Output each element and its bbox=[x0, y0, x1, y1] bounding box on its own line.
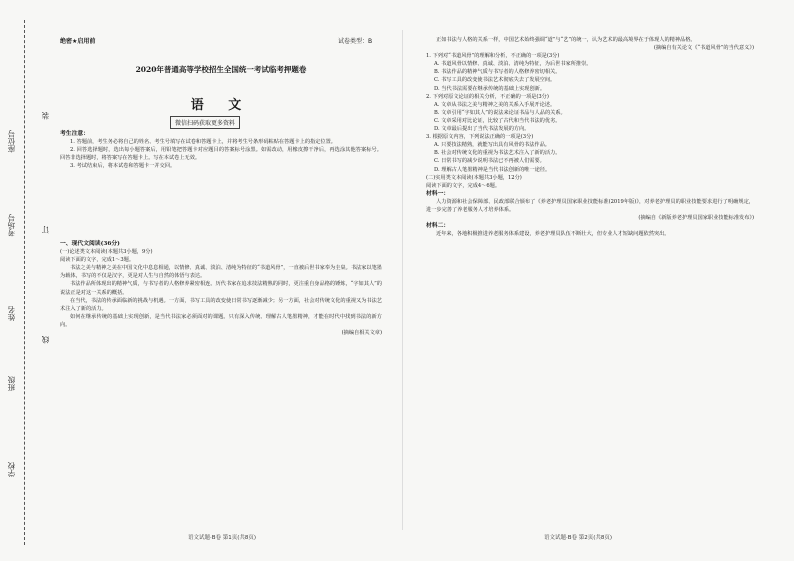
left-column bbox=[60, 240, 382, 337]
exam-title: 2020年普通高等学校招生全国统一考试临考押题卷 bbox=[135, 65, 307, 74]
paper-type-label: 试卷类型：B bbox=[338, 38, 373, 45]
binding-label-school: 学校 bbox=[7, 462, 16, 477]
option-c: C. 书写工具的改变使书法艺术彻底失去了发展空间。 bbox=[434, 77, 556, 84]
notice-item: 2. 回答选择题时，选出每小题答案后，用铅笔把答题卡对应题目的答案标号涂黑。如需改动，用橡皮擦干净后，再选涂其他答案标号。回答非选择题时，将答案写在答题卡上。写在本试卷上无效。 bbox=[60, 147, 382, 161]
notice-item: 1. 答题前，考生务必将自己的姓名、考生号填写在试卷和答题卡上，并将考生号条形码粘贴在答题卡上的指定位置。 bbox=[70, 139, 336, 145]
option-a: A. 文章从书法之美与精神之美的关系入手展开论述。 bbox=[434, 101, 556, 108]
instruction: 阅读下面的文字，完成4～6题。 bbox=[426, 182, 501, 189]
material-text: 近年来，各地积极推进养老服务体系建设，养老护理员队伍不断壮大，但专业人才短缺问题依然突出。 bbox=[436, 231, 670, 238]
option-c: C. 日常书写的减少说明书法已不再被人们需要。 bbox=[434, 158, 545, 165]
question-1: 1. 下列对“书道风骨”的理解和分析，不正确的一项是(3分) bbox=[426, 53, 560, 60]
passage-paragraph: 正如书法与人格的关系一样，中国艺术始终强调“道”与“艺”的统一，认为艺术的最高境界在于体现人的精神品格。 bbox=[436, 37, 696, 43]
binding-label-seat: 座位号 bbox=[7, 130, 16, 153]
binding-mark-zhuang: 装 bbox=[41, 112, 50, 120]
subsection-heading: (一)论述类文本阅读(本题共3小题，9分) bbox=[60, 249, 153, 256]
material-text: 人力资源和社会保障部、民政部联合颁布了《养老护理员国家职业技能标准(2019年版)》，对养老护理员的职业技能要求进行了明确规定，进一步完善了养老服务人才培养体系。 bbox=[426, 198, 754, 213]
material-label: 材料二： bbox=[426, 223, 450, 230]
footer-page-left: 语文试题·B卷 第1页(共8页) bbox=[188, 535, 257, 541]
binding-strip bbox=[0, 0, 50, 561]
option-b: B. 社会对传统文化的重视为书法艺术注入了新的活力。 bbox=[434, 150, 561, 157]
passage-source: (摘编自有关论文《“书道风骨”的当代意义》) bbox=[653, 45, 754, 52]
wechat-stamp: 微信扫码获取更多资料 bbox=[170, 116, 240, 129]
page-divider bbox=[402, 30, 403, 530]
option-d: D. 理解古人笔墨精神是当代书法创新的唯一途径。 bbox=[434, 166, 551, 173]
option-d: D. 当代书法需要在继承传统的基础上实现创新。 bbox=[434, 85, 546, 92]
option-b: B. 文章引用“字如其人”的说法来论证书品与人品的关系。 bbox=[434, 109, 566, 116]
option-c: C. 文章采用对比论证，比较了古代和当代书法的优劣。 bbox=[434, 117, 561, 124]
passage-paragraph: 在当代，书法的传承面临新的挑战与机遇。一方面，书写工具的改变使日常书写逐渐减少；另一方面，社会对传统文化的重视又为书法艺术注入了新的活力。 bbox=[60, 297, 382, 312]
footer-page-right: 语文试题·B卷 第2页(共8页) bbox=[544, 535, 613, 541]
instruction: 阅读下面的文字，完成1～3题。 bbox=[60, 257, 135, 264]
passage-paragraph: 书法作品所体现出的精神气质，与书写者的人格修养紧密相连。历代书家在追求技法精熟的同时，更注重自身品格的锤炼，“字如其人”的说法正是对这一关系的概括。 bbox=[60, 281, 382, 296]
binding-mark-xian: 线 bbox=[41, 336, 50, 344]
binding-label-name: 姓名 bbox=[7, 306, 16, 321]
passage-paragraph: 如何在继承传统的基础上实现创新，是当代书法家必须面对的课题。只有深入传统、理解古人笔墨精神，才能在时代中找到书法的新方向。 bbox=[60, 313, 382, 328]
right-column bbox=[426, 36, 754, 238]
option-d: D. 文章最后提出了当代书法发展的方向。 bbox=[434, 126, 530, 133]
question-3: 3. 根据原文内容，下列说法正确的一项是(3分) bbox=[426, 134, 534, 141]
subject-title: 语 文 bbox=[190, 98, 252, 113]
subsection-heading: (二)实用类文本阅读(本题共3小题，12分) bbox=[426, 174, 522, 181]
notice-item: 3. 考试结束后，将本试卷和答题卡一并交回。 bbox=[70, 163, 176, 169]
binding-cut-line bbox=[24, 20, 25, 545]
material-label: 材料一： bbox=[426, 190, 450, 197]
section-heading: 一、现代文阅读(36分) bbox=[60, 241, 120, 247]
candidate-notice bbox=[60, 130, 382, 170]
option-a: A. 书道风骨以情修、真诚、淡泊、清纯为特征，为后世书家所推崇。 bbox=[434, 61, 592, 68]
option-b: B. 书法作品的精神气质与书写者的人格修养密切相关。 bbox=[434, 69, 561, 76]
question-2: 2. 下列对原文论证的相关分析，不正确的一项是(3分) bbox=[426, 93, 549, 100]
binding-label-class: 班级 bbox=[7, 376, 16, 391]
passage-source: (摘编自相关文章) bbox=[341, 330, 382, 337]
passage-paragraph: 书法之美与精神之美在中国文化中息息相通，以情修、真诚、淡泊、清纯为特征的“书道风骨”，一直被后世书家奉为圭臬。书法家以笔墨为载体，书写的不仅是汉字，更是对人生与自然的体悟与表达。 bbox=[60, 265, 382, 280]
option-a: A. 只要技法精熟，就能写出具有风骨的书法作品。 bbox=[434, 142, 550, 149]
material-source: (摘编自《新版养老护理员国家职业技能标准发布》) bbox=[638, 215, 754, 222]
binding-label-exam-room: 考场号 bbox=[7, 214, 16, 237]
confidential-label: 绝密★启用前 bbox=[60, 38, 96, 45]
notice-label: 考生注意： bbox=[60, 131, 89, 137]
binding-mark-ding: 订 bbox=[41, 226, 50, 234]
